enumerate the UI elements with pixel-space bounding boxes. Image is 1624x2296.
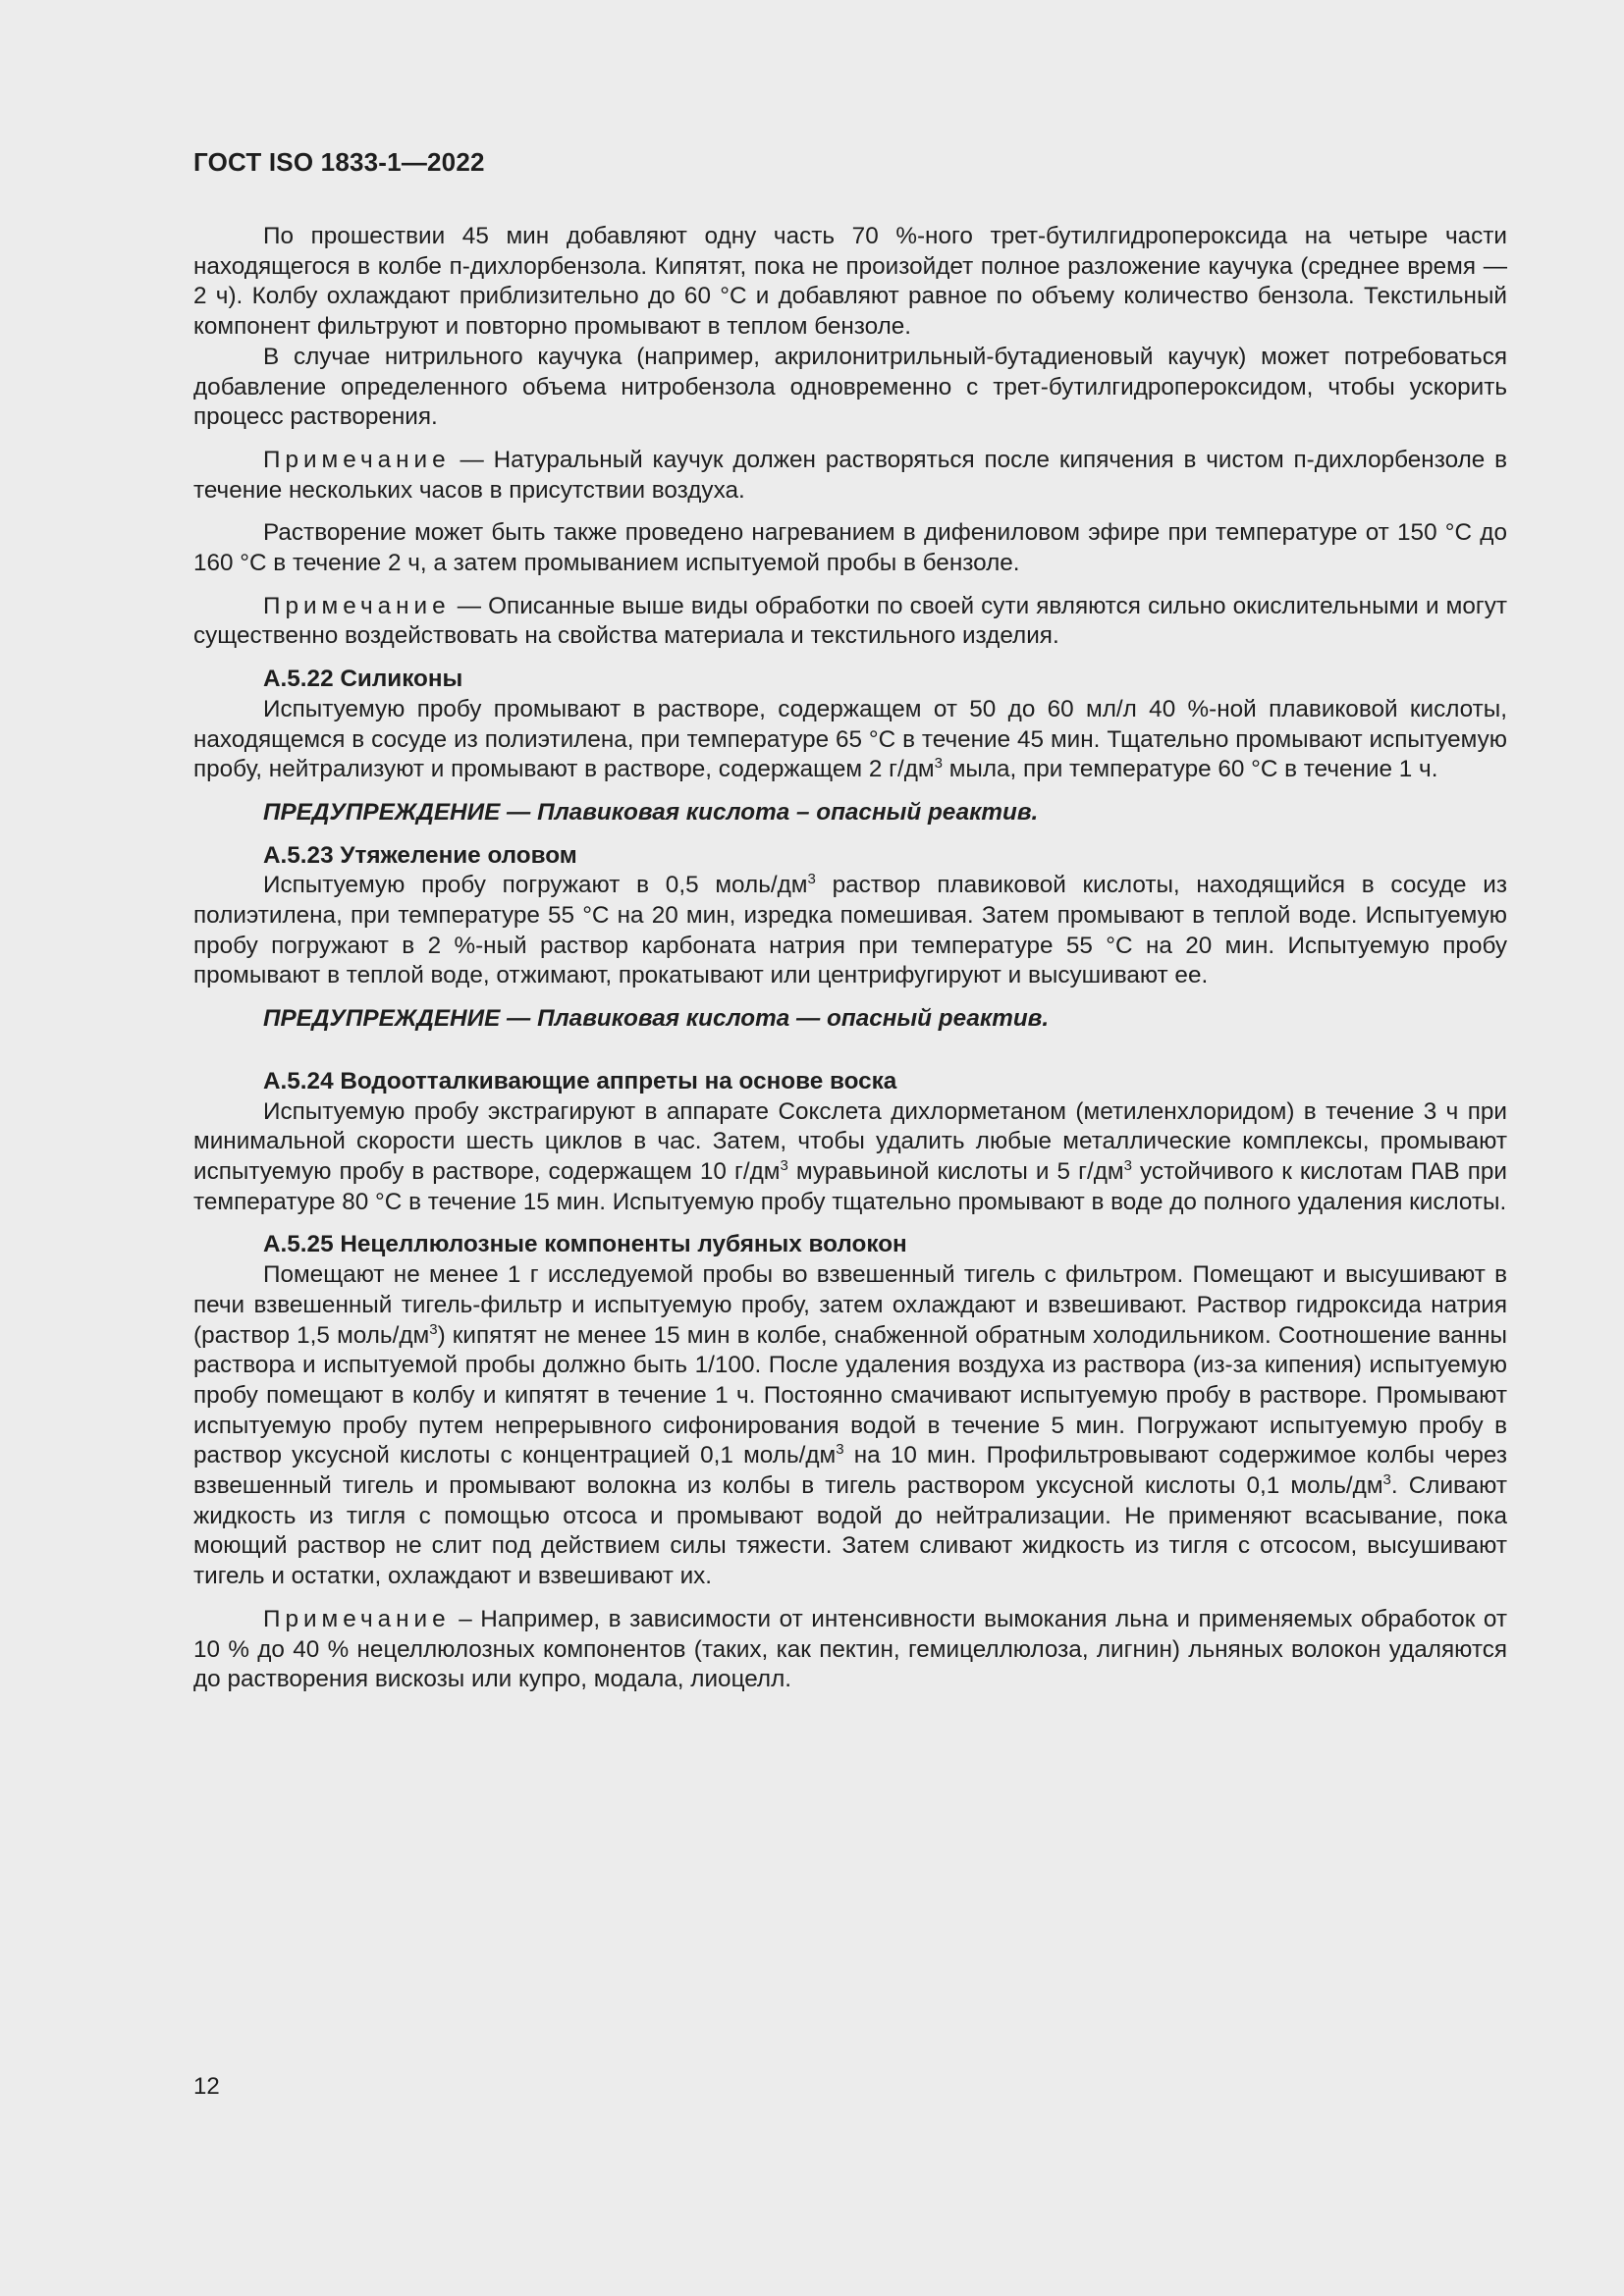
- superscript: 3: [429, 1320, 438, 1338]
- note: [193, 1605, 1507, 1695]
- warning: [193, 798, 1507, 828]
- paragraph: Испытуемую пробу промывают в растворе, содержащем от 50 до 60 мл/л 40 %-ной плавиковой кислоты, находящемся в сосуде из полиэтилена, при температуре 65 °C в течение 45 мин. Тщательно промывают испытуемую пробу, нейтрализуют и промывают в растворе, содержащем 2 $г/дм^3$ мыла, при температуре 60 °C в течение 1 ч.: [193, 695, 1507, 783]
- note-text: — Описанные выше виды обработки по своей сути являются сильно окислительными и могут существенно воздействовать на свойства материала и текстильного изделия.: [193, 592, 1507, 650]
- document-header: ГОСТ ISO 1833-1—2022: [193, 147, 485, 177]
- superscript: 3: [1382, 1471, 1391, 1489]
- superscript: 3: [836, 1441, 844, 1459]
- page-number: 12: [193, 2073, 220, 2100]
- superscript: 3: [807, 871, 816, 888]
- warning-lead: ПРЕДУПРЕЖДЕНИЕ: [263, 1005, 501, 1033]
- note-text: – Например, в зависимости от интенсивности вымокания льна и применяемых обработок от 10 % до 40 % нецеллюлозных компонентов (таких, как пектин, гемицеллюлоза, лигнин) льняных волокон удаляются до растворения вискозы или купро, модала, лиоцелл.: [193, 1605, 1507, 1693]
- paragraph: В случае нитрильного каучука (например, акрилонитрильный-бутадиеновый каучук) может потребоваться добавление определенного объема нитробензола одновременно с трет-бутилгидропероксидом, чтобы ускорить процесс растворения.: [193, 343, 1507, 431]
- warning-text: — Плавиковая кислота — опасный реактив.: [500, 1005, 1050, 1033]
- section-heading: А.5.25 Нецеллюлозные компоненты лубяных волокон: [263, 1231, 907, 1258]
- document-body: [193, 222, 1507, 1695]
- section-heading: А.5.24 Водоотталкивающие аппреты на основе воска: [263, 1067, 897, 1095]
- paragraph: Растворение может быть также проведено нагреванием в дифениловом эфире при температуре от 150 °C до 160 °C в течение 2 ч, а затем промыванием испытуемой пробы в бензоле.: [193, 519, 1507, 577]
- section-heading: А.5.23 Утяжеление оловом: [263, 841, 577, 869]
- superscript: 3: [780, 1156, 788, 1174]
- warning-lead: ПРЕДУПРЕЖДЕНИЕ: [263, 798, 501, 826]
- superscript: 3: [1123, 1156, 1132, 1174]
- note-label: Примечание: [263, 592, 451, 619]
- superscript: 3: [934, 755, 943, 773]
- note: [193, 446, 1507, 506]
- warning-text: — Плавиковая кислота – опасный реактив.: [500, 798, 1039, 826]
- paragraph: По прошествии 45 мин добавляют одну часть 70 %-ного трет-бутилгидропероксида на четыре части находящегося в колбе п-дихлорбензола. Кипятят, пока не произойдет полное разложение каучука (среднее время — 2 ч). Колбу охлаждают приблизительно до 60 °C и добавляют равное по объему количество бензола. Текстильный компонент фильтруют и повторно промывают в теплом бензоле.: [193, 223, 1507, 341]
- paragraph: Испытуемую пробу погружают в 0,5 моль/$дм^3$ раствор плавиковой кислоты, находящийся в сосуде из полиэтилена, при температуре 55 °C на 20 мин, изредка помешивая. Затем промывают в теплой воде. Испытуемую пробу погружают в 2 %-ный раствор карбоната натрия при температуре 55 °C на 20 мин. Испытуемую пробу промывают в теплой воде, отжимают, прокатывают или центрифугируют и высушивают ее.: [193, 871, 1507, 989]
- paragraph: Испытуемую пробу экстрагируют в аппарате Сокслета дихлорметаном (метиленхлоридом) в течение 3 ч при минимальной скорости шесть циклов в час. Затем, чтобы удалить любые металлические комплексы, промывают испытуемую пробу в растворе, содержащем 10 $г/дм^3$ муравьиной кислоты и 5 $г/дм^3$ устойчивого к кислотам ПАВ при температуре 80 °C в течение 15 мин. Испытуемую пробу тщательно промывают в воде до полного удаления кислоты.: [193, 1097, 1507, 1215]
- warning: [193, 1004, 1507, 1035]
- note-label: Примечание: [263, 446, 451, 473]
- note-text: — Натуральный каучук должен растворяться после кипячения в чистом п-дихлорбензоле в течение нескольких часов в присутствии воздуха.: [193, 446, 1507, 504]
- paragraph: Помещают не менее 1 г исследуемой пробы во взвешенный тигель с фильтром. Помещают и высушивают в печи взвешенный тигель-фильтр и испытуемую пробу, затем охлаждают и взвешивают. Раствор гидроксида натрия (раствор 1,5 моль/$дм^3$) кипятят не менее 15 мин в колбе, снабженной обратным холодильником. Соотношение ванны раствора и испытуемой пробы должно быть 1/100. После удаления воздуха из раствора (из-за кипения) испытуемую пробу помещают в колбу и кипятят в течение 1 ч. Постоянно смачивают испытуемую пробу в растворе. Промывают испытуемую пробу путем непрерывного сифонирования водой в течение 5 мин. Погружают испытуемую пробу в раствор уксусной кислоты с концентрацией 0,1 моль/$дм^3$ на 10 мин. Профильтровывают содержимое колбы через взвешенный тигель и промывают волокна из колбы в тигель раствором уксусной кислоты 0,1 моль/$дм^3$. Сливают жидкость из тигля с помощью отсоса и промывают водой до нейтрализации. Не применяют всасывание, пока моющий раствор не слит под действием силы тяжести. Затем сливают жидкость из тигля с отсосом, высушивают тигель и остатки, охлаждают и взвешивают их.: [193, 1261, 1508, 1590]
- note-label: Примечание: [263, 1605, 451, 1632]
- note: [193, 592, 1507, 652]
- section-heading: А.5.22 Силиконы: [263, 666, 463, 693]
